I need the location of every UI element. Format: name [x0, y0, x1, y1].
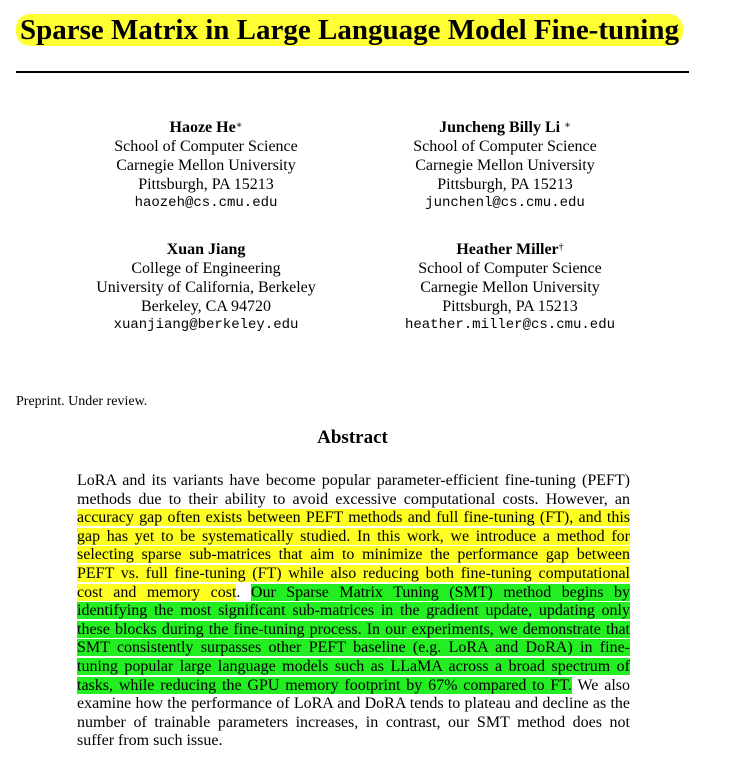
highlight-green: Our Sparse Matrix Tuning (SMT) method begins by identifying the most significant sub-matrices in the gradient update, updating only these blocks during the fine-tuning process. In our experiments, we demonstrate that SMT consistently surpasses other PEFT baseline (e.g. LoRA and DoRA) in fine-tuning popular large language models such as LLaMA across a broad spectrum of tasks, while reducing the GPU memory footprint by 67% compared to FT. — [77, 583, 631, 694]
author-affiliation: School of Computer Science — [413, 138, 597, 155]
author-block — [76, 240, 336, 335]
highlight-yellow: accuracy gap often exists between PEFT methods and full fine-tuning (FT), and this gap has yet to be systematically studied. In this work, we introduce a method for selecting sparse sub-matrices that aim to minimize the performance gap between PEFT vs. full fine-tuning (FT) while also reducing both fine-tuning computational cost and memory cost — [77, 509, 630, 601]
author-name: Juncheng Billy Li — [439, 119, 561, 136]
author-email: heather.miller@cs.cmu.edu — [404, 317, 616, 333]
author-affiliation: College of Engineering — [131, 260, 281, 277]
author-affiliation: Berkeley, CA 94720 — [140, 298, 272, 315]
author-affiliation: School of Computer Science — [418, 260, 602, 277]
author-affiliation: Carnegie Mellon University — [420, 279, 600, 296]
author-affiliation: Carnegie Mellon University — [415, 157, 595, 174]
author-affiliation: School of Computer Science — [114, 138, 298, 155]
abstract-body — [77, 472, 630, 751]
paper-title: Sparse Matrix in Large Language Model Fine-tuning — [16, 12, 683, 48]
author-block — [395, 118, 615, 213]
author-mark: ∗ — [235, 120, 243, 131]
author-name: Heather Miller — [456, 241, 559, 258]
author-email: junchenl@cs.cmu.edu — [425, 195, 585, 211]
abstract-text: We also examine how the performance of LoRA and DoRA tends to plateau and decline as the number of trainable parameters increases, in contrast, our SMT method does not suffer from such issue. — [77, 676, 630, 750]
author-block — [385, 240, 635, 335]
author-affiliation: Carnegie Mellon University — [116, 157, 296, 174]
preprint-note: Preprint. Under review. — [16, 394, 148, 409]
author-affiliation: Pittsburgh, PA 15213 — [138, 176, 274, 193]
title-rule — [16, 71, 689, 73]
author-name: Haoze He — [169, 119, 236, 136]
author-mark: † — [558, 242, 564, 253]
author-email: xuanjiang@berkeley.edu — [113, 317, 299, 333]
author-mark: ∗ — [564, 120, 571, 131]
abstract-text: LoRA and its variants have become popular parameter-efficient fine-tuning (PEFT) methods due to their ability to avoid excessive computational costs. However, an — [77, 472, 630, 508]
author-affiliation: University of California, Berkeley — [96, 279, 316, 296]
author-block — [96, 118, 316, 213]
author-name: Xuan Jiang — [166, 241, 246, 258]
author-affiliation: Pittsburgh, PA 15213 — [442, 298, 578, 315]
author-email: haozeh@cs.cmu.edu — [134, 195, 278, 211]
abstract-heading: Abstract — [317, 427, 388, 448]
abstract-text: . — [236, 583, 251, 601]
author-affiliation: Pittsburgh, PA 15213 — [437, 176, 573, 193]
